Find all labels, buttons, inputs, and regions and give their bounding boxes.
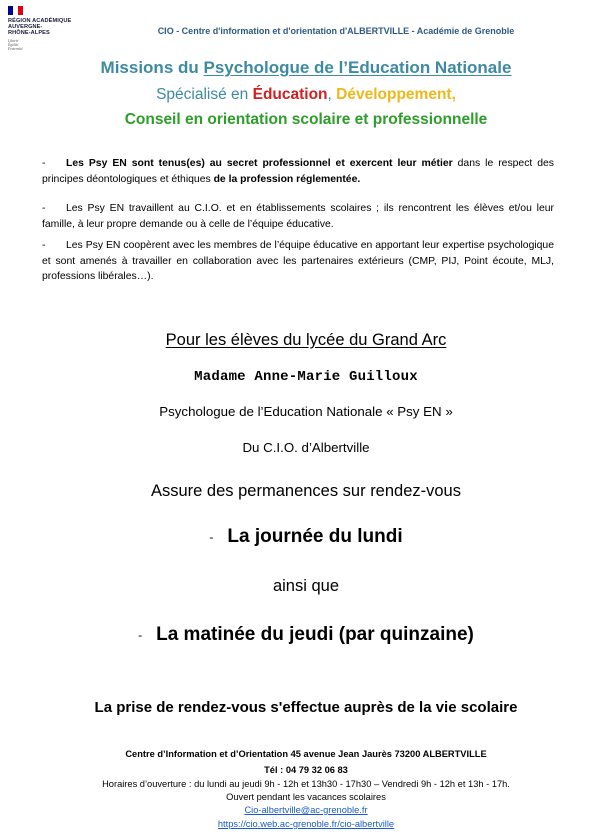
mission-paragraph-1: - Les Psy EN sont tenus(es) au secret professionnel et exercent leur métier dans le respect des principes déontologiques et éthiques de la profession réglementée. <box>42 158 554 185</box>
footer-address: Centre d’Information et d’Orientation 45 avenue Jean Jaurès 73200 ALBERTVILLE <box>125 749 487 759</box>
logo-region-text: RÉGION ACADÉMIQUE AUVERGNE- RHÔNE-ALPES <box>8 18 72 37</box>
french-flag-icon <box>8 6 23 15</box>
page-title: Missions du Psychologue de l’Education Nationale <box>100 58 512 77</box>
schedule-day-2: - La matinée du jeudi (par quinzaine) <box>138 624 474 645</box>
psychologist-role: Psychologue de l’Education Nationale « Psy EN » <box>159 404 453 419</box>
footer-holidays: Ouvert pendant les vacances scolaires <box>226 792 386 802</box>
footer-website-link[interactable]: https://cio.web.ac-grenoble.fr/cio-albertville <box>217 819 395 829</box>
logo-motto: Liberté Égalité Fraternité <box>8 39 23 51</box>
appointments-text: Assure des permanences sur rendez-vous <box>151 482 461 500</box>
schedule-and: ainsi que <box>272 577 340 595</box>
footer-phone: Tél : 04 79 32 06 83 <box>264 765 348 775</box>
booking-info: La prise de rendez-vous s'effectue auprès de la vie scolaire <box>94 699 518 716</box>
footer-email-link[interactable]: Cio-albertville@ac-grenoble.fr <box>244 805 368 815</box>
footer-hours: Horaires d’ouverture : du lundi au jeudi 9h - 12h et 13h30 - 17h30 – Vendredi 9h - 12h et 13h - 17h. <box>102 779 510 789</box>
page-header: CIO - Centre d'information et d'orientation d'ALBERTVILLE - Académie de Grenoble <box>157 26 515 36</box>
mission-paragraph-2: - Les Psy EN travaillent au C.I.O. et en établissements scolaires ; ils rencontrent les élèves et/ou leur famille, à leur propre demande ou à celle de l’équipe éducative. <box>42 203 554 230</box>
cio-origin: Du C.I.O. d’Albertville <box>242 440 370 455</box>
students-heading: Pour les élèves du lycée du Grand Arc <box>165 331 447 349</box>
schedule-day-1: - La journée du lundi <box>209 526 403 547</box>
page-subtitle: Spécialisé en Éducation, Développement, <box>156 86 456 103</box>
page-subtitle-2: Conseil en orientation scolaire et professionnelle <box>124 111 488 128</box>
mission-paragraph-3: - Les Psy EN coopèrent avec les membres de l’équipe éducative en apportant leur expertise psychologique et sont amenés à travailler en collaboration avec les partenaires extérieurs (CMP, PIJ, Point écoute, MLJ, professions libérales…). <box>42 240 554 283</box>
flag-stripe-red <box>18 6 23 15</box>
psychologist-name: Madame Anne-Marie Guilloux <box>194 369 418 385</box>
